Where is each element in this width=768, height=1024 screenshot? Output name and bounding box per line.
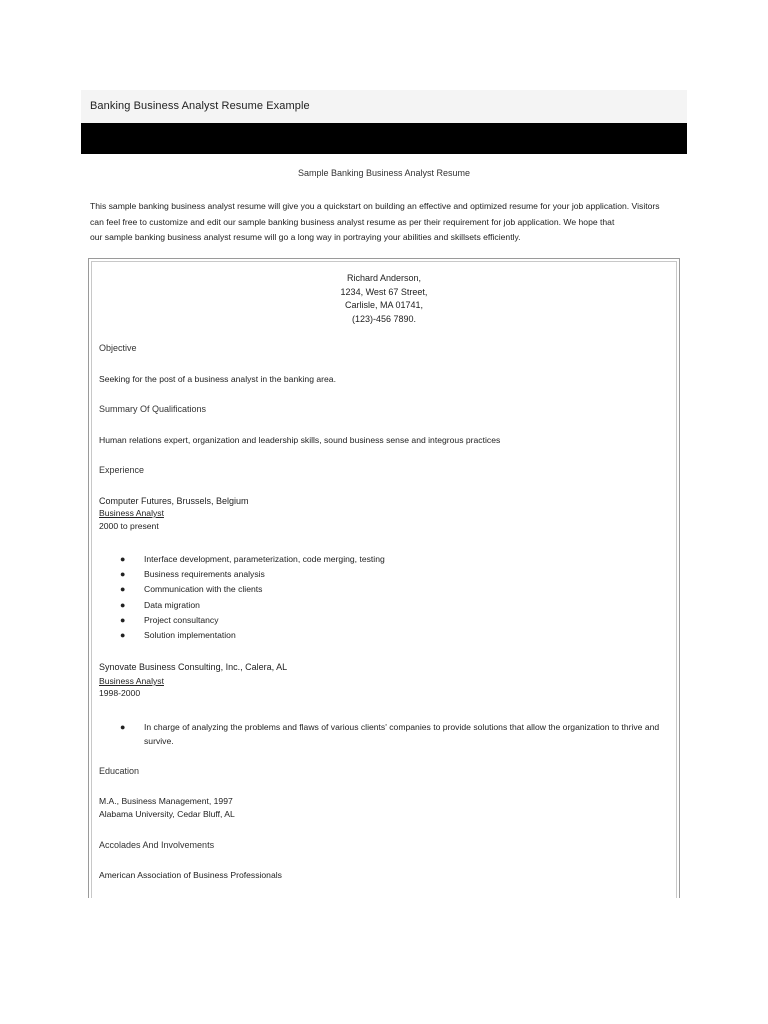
qualifications-heading: Summary Of Qualifications	[99, 404, 207, 414]
list-item	[99, 628, 385, 643]
list-item	[99, 567, 385, 582]
duty-text: Solution implementation	[144, 629, 236, 640]
qualifications-text: Human relations expert, organization and leadership skills, sound business sense and integrous practices	[99, 435, 501, 445]
bullet-icon: ●	[120, 614, 126, 625]
duty-text: Business requirements analysis	[144, 569, 265, 580]
list-item	[99, 582, 385, 597]
bullet-icon: ●	[120, 629, 126, 640]
accolades-heading: Accolades And Involvements	[99, 840, 215, 850]
experience-heading: Experience	[99, 465, 145, 475]
job-title: Business Analyst	[99, 676, 164, 686]
education-heading: Education	[99, 766, 140, 776]
education-school: Alabama University, Cedar Bluff, AL	[99, 809, 235, 819]
job-duties-list	[99, 552, 385, 643]
list-item	[99, 598, 385, 613]
contact-name: Richard Anderson,	[346, 273, 422, 283]
intro-line: This sample banking business analyst resume will give you a quickstart on building an effective and optimized resume for your job application. Visitors	[90, 201, 660, 211]
objective-heading: Objective	[99, 343, 137, 353]
duty-text: Project consultancy	[144, 614, 219, 625]
contact-city: Carlisle, MA 01741,	[344, 300, 424, 310]
job-company: Computer Futures, Brussels, Belgium	[99, 496, 249, 506]
page-header	[81, 90, 687, 123]
job-period: 2000 to present	[99, 521, 159, 531]
duty-text: In charge of analyzing the problems and flaws of various clients' companies to provide solutions that allow the organization to thrive and survive.	[144, 722, 660, 746]
intro-line: our sample banking business analyst resume will go a long way in portraying your abilities and skillsets efficiently.	[90, 232, 521, 242]
job-period: 1998-2000	[99, 688, 141, 698]
duty-text: Communication with the clients	[144, 584, 263, 595]
intro-line: can feel free to customize and edit our sample banking business analyst resume as per their requirement for job application. We hope that	[90, 216, 615, 227]
job-title: Business Analyst	[99, 508, 164, 518]
duty-text: Data migration	[144, 599, 200, 610]
accolades-text: American Association of Business Professionals	[99, 870, 282, 880]
black-banner	[81, 123, 687, 154]
bullet-icon: ●	[120, 599, 126, 610]
job-company: Synovate Business Consulting, Inc., Calera, AL	[99, 662, 288, 672]
contact-block	[88, 272, 680, 326]
duty-text: Interface development, parameterization, code merging, testing	[144, 554, 385, 564]
bullet-icon: ●	[120, 569, 126, 580]
education-degree: M.A., Business Management, 1997	[99, 796, 233, 806]
job-duties-list	[99, 720, 664, 748]
list-item	[99, 552, 385, 567]
list-item	[99, 613, 385, 628]
bullet-icon: ●	[120, 554, 126, 564]
page-title: Banking Business Analyst Resume Example	[90, 100, 310, 112]
objective-text: Seeking for the post of a business analyst in the banking area.	[99, 374, 336, 384]
document-subtitle: Sample Banking Business Analyst Resume	[297, 168, 471, 178]
contact-phone: (123)-456 7890.	[351, 313, 417, 324]
contact-street: 1234, West 67 Street,	[340, 286, 428, 297]
intro-paragraph	[90, 199, 685, 246]
bullet-icon: ●	[120, 584, 126, 595]
list-item	[99, 720, 664, 748]
bullet-icon: ●	[120, 722, 126, 732]
